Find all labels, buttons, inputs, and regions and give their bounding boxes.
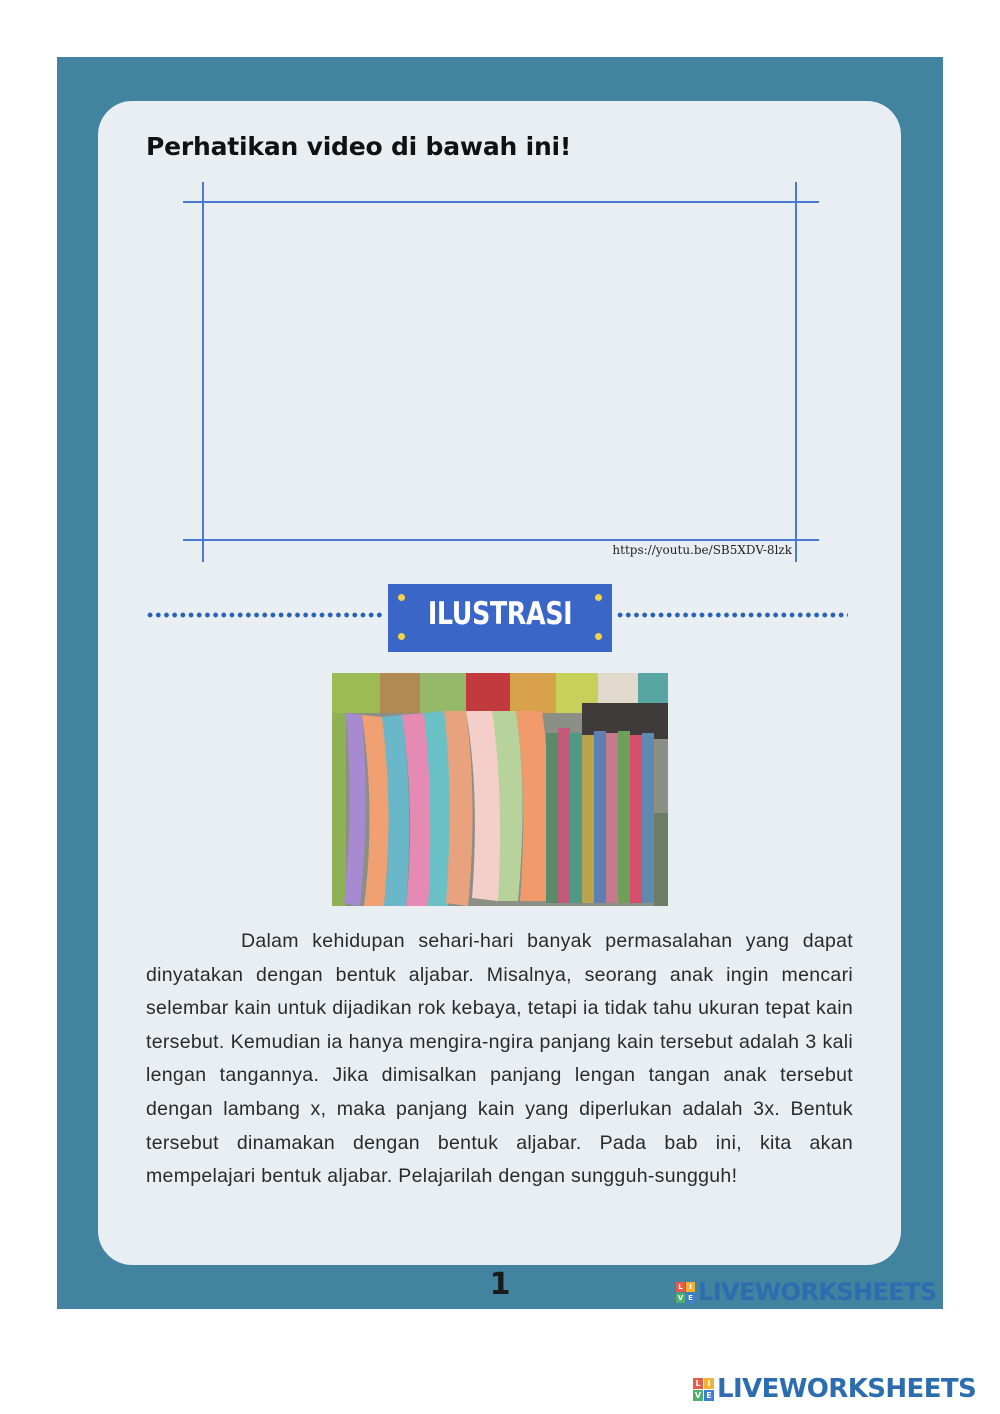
video-frame-bottom-line <box>183 539 819 541</box>
badge-dot <box>595 594 602 601</box>
page-heading: Perhatikan video di bawah ini! <box>146 132 572 161</box>
logo-letter: E <box>686 1293 695 1303</box>
body-paragraph-text: Dalam kehidupan sehari-hari banyak permasalahan yang dapat dinyatakan dengan bentuk aljabar. Misalnya, seorang anak ingin mencari selembar kain untuk dijadikan rok kebaya, tetapi ia tidak tahu ukuran tepat kain tersebut. Kemudian ia hanya mengira-ngira panjang kain tersebut adalah 3 kali lengan tangannya. Jika dimisalkan panjang lengan tangan anak tersebut dengan lambang x, maka panjang kain yang diperlukan adalah 3x. Bentuk tersebut dinamakan dengan bentuk aljabar. Pada bab ini, kita akan mempelajari bentuk aljabar. Pelajarilah dengan sungguh-sungguh! <box>146 930 853 1188</box>
logo-letter: V <box>677 1293 684 1302</box>
logo-letter: E <box>704 1390 714 1401</box>
liveworksheets-wordmark: LIVEWORKSHEETS <box>698 1278 937 1306</box>
logo-letter: L <box>693 1378 703 1389</box>
badge-dot <box>595 633 602 640</box>
section-badge <box>388 584 612 652</box>
liveworksheets-wordmark: LIVEWORKSHEETS <box>717 1374 977 1404</box>
video-embed-area[interactable] <box>183 182 819 564</box>
logo-letter: I <box>686 1282 695 1292</box>
liveworksheets-brand-footer[interactable] <box>676 1278 937 1306</box>
badge-dot <box>398 594 405 601</box>
fabric-illustration <box>332 673 668 906</box>
section-badge-label: ILUSTRASI <box>427 596 573 632</box>
badge-dot <box>398 633 405 640</box>
video-url[interactable]: https://youtu.be/SB5XDV-8lzk <box>612 543 792 557</box>
logo-letter: L <box>676 1282 685 1292</box>
video-frame-right-line <box>795 182 797 562</box>
logo-letter: V <box>694 1390 702 1400</box>
liveworksheets-logo-icon <box>676 1282 695 1303</box>
liveworksheets-brand-watermark[interactable] <box>693 1374 976 1404</box>
video-frame-top-line <box>183 201 819 203</box>
divider-dots-right <box>616 612 848 618</box>
logo-letter: I <box>704 1378 714 1389</box>
body-paragraph <box>146 925 853 1194</box>
liveworksheets-logo-icon <box>693 1378 714 1401</box>
page-number: 1 <box>489 1267 511 1302</box>
video-frame-left-line <box>202 182 204 562</box>
divider-dots-left <box>146 612 384 618</box>
